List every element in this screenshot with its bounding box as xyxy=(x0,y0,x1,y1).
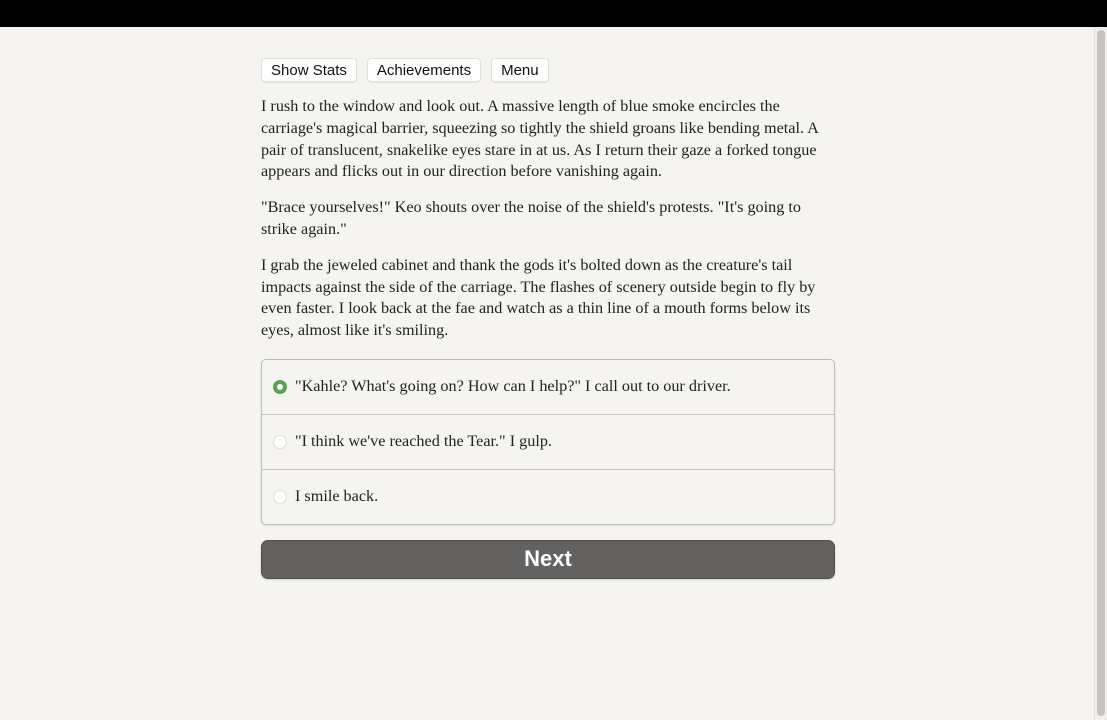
choice-label: "I think we've reached the Tear." I gulp. xyxy=(295,432,552,451)
window-top-bar xyxy=(0,0,1107,27)
choice-list xyxy=(261,359,835,525)
choice-option-2[interactable] xyxy=(262,414,834,469)
choice-label: I smile back. xyxy=(295,487,379,506)
menu-button[interactable]: Menu xyxy=(491,58,549,82)
story-paragraph: I rush to the window and look out. A massive length of blue smoke encircles the carriage's magical barrier, squeezing so tightly the shield groans like bending metal. A pair of translucent, snakelike eyes stare in at us. As I return their gaze a forked tongue appears and flicks out in our direction before vanishing again. xyxy=(261,97,818,181)
vertical-scrollbar[interactable] xyxy=(1094,27,1107,720)
achievements-button[interactable]: Achievements xyxy=(367,58,481,82)
story-paragraph: I grab the jeweled cabinet and thank the gods it's bolted down as the creature's tail impacts against the side of the carriage. The flashes of scenery outside begin to fly by even faster. I look back at the fae and watch as a thin line of a mouth forms below its eyes, almost like it's smiling. xyxy=(261,255,816,340)
story-text xyxy=(261,96,835,342)
radio-unselected-icon[interactable] xyxy=(273,435,287,449)
choice-option-3[interactable] xyxy=(262,469,834,524)
choice-label: "Kahle? What's going on? How can I help?" I call out to our driver. xyxy=(295,377,731,396)
show-stats-button[interactable]: Show Stats xyxy=(261,58,357,82)
radio-selected-icon[interactable] xyxy=(273,380,287,394)
radio-unselected-icon[interactable] xyxy=(273,490,287,504)
next-button[interactable]: Next xyxy=(261,540,835,579)
story-paragraph: "Brace yourselves!" Keo shouts over the noise of the shield's protests. "It's going to strike again." xyxy=(261,198,801,238)
choice-option-1[interactable] xyxy=(262,360,834,414)
scrollbar-thumb[interactable] xyxy=(1097,30,1105,716)
game-container xyxy=(261,58,835,579)
toolbar xyxy=(261,58,835,82)
